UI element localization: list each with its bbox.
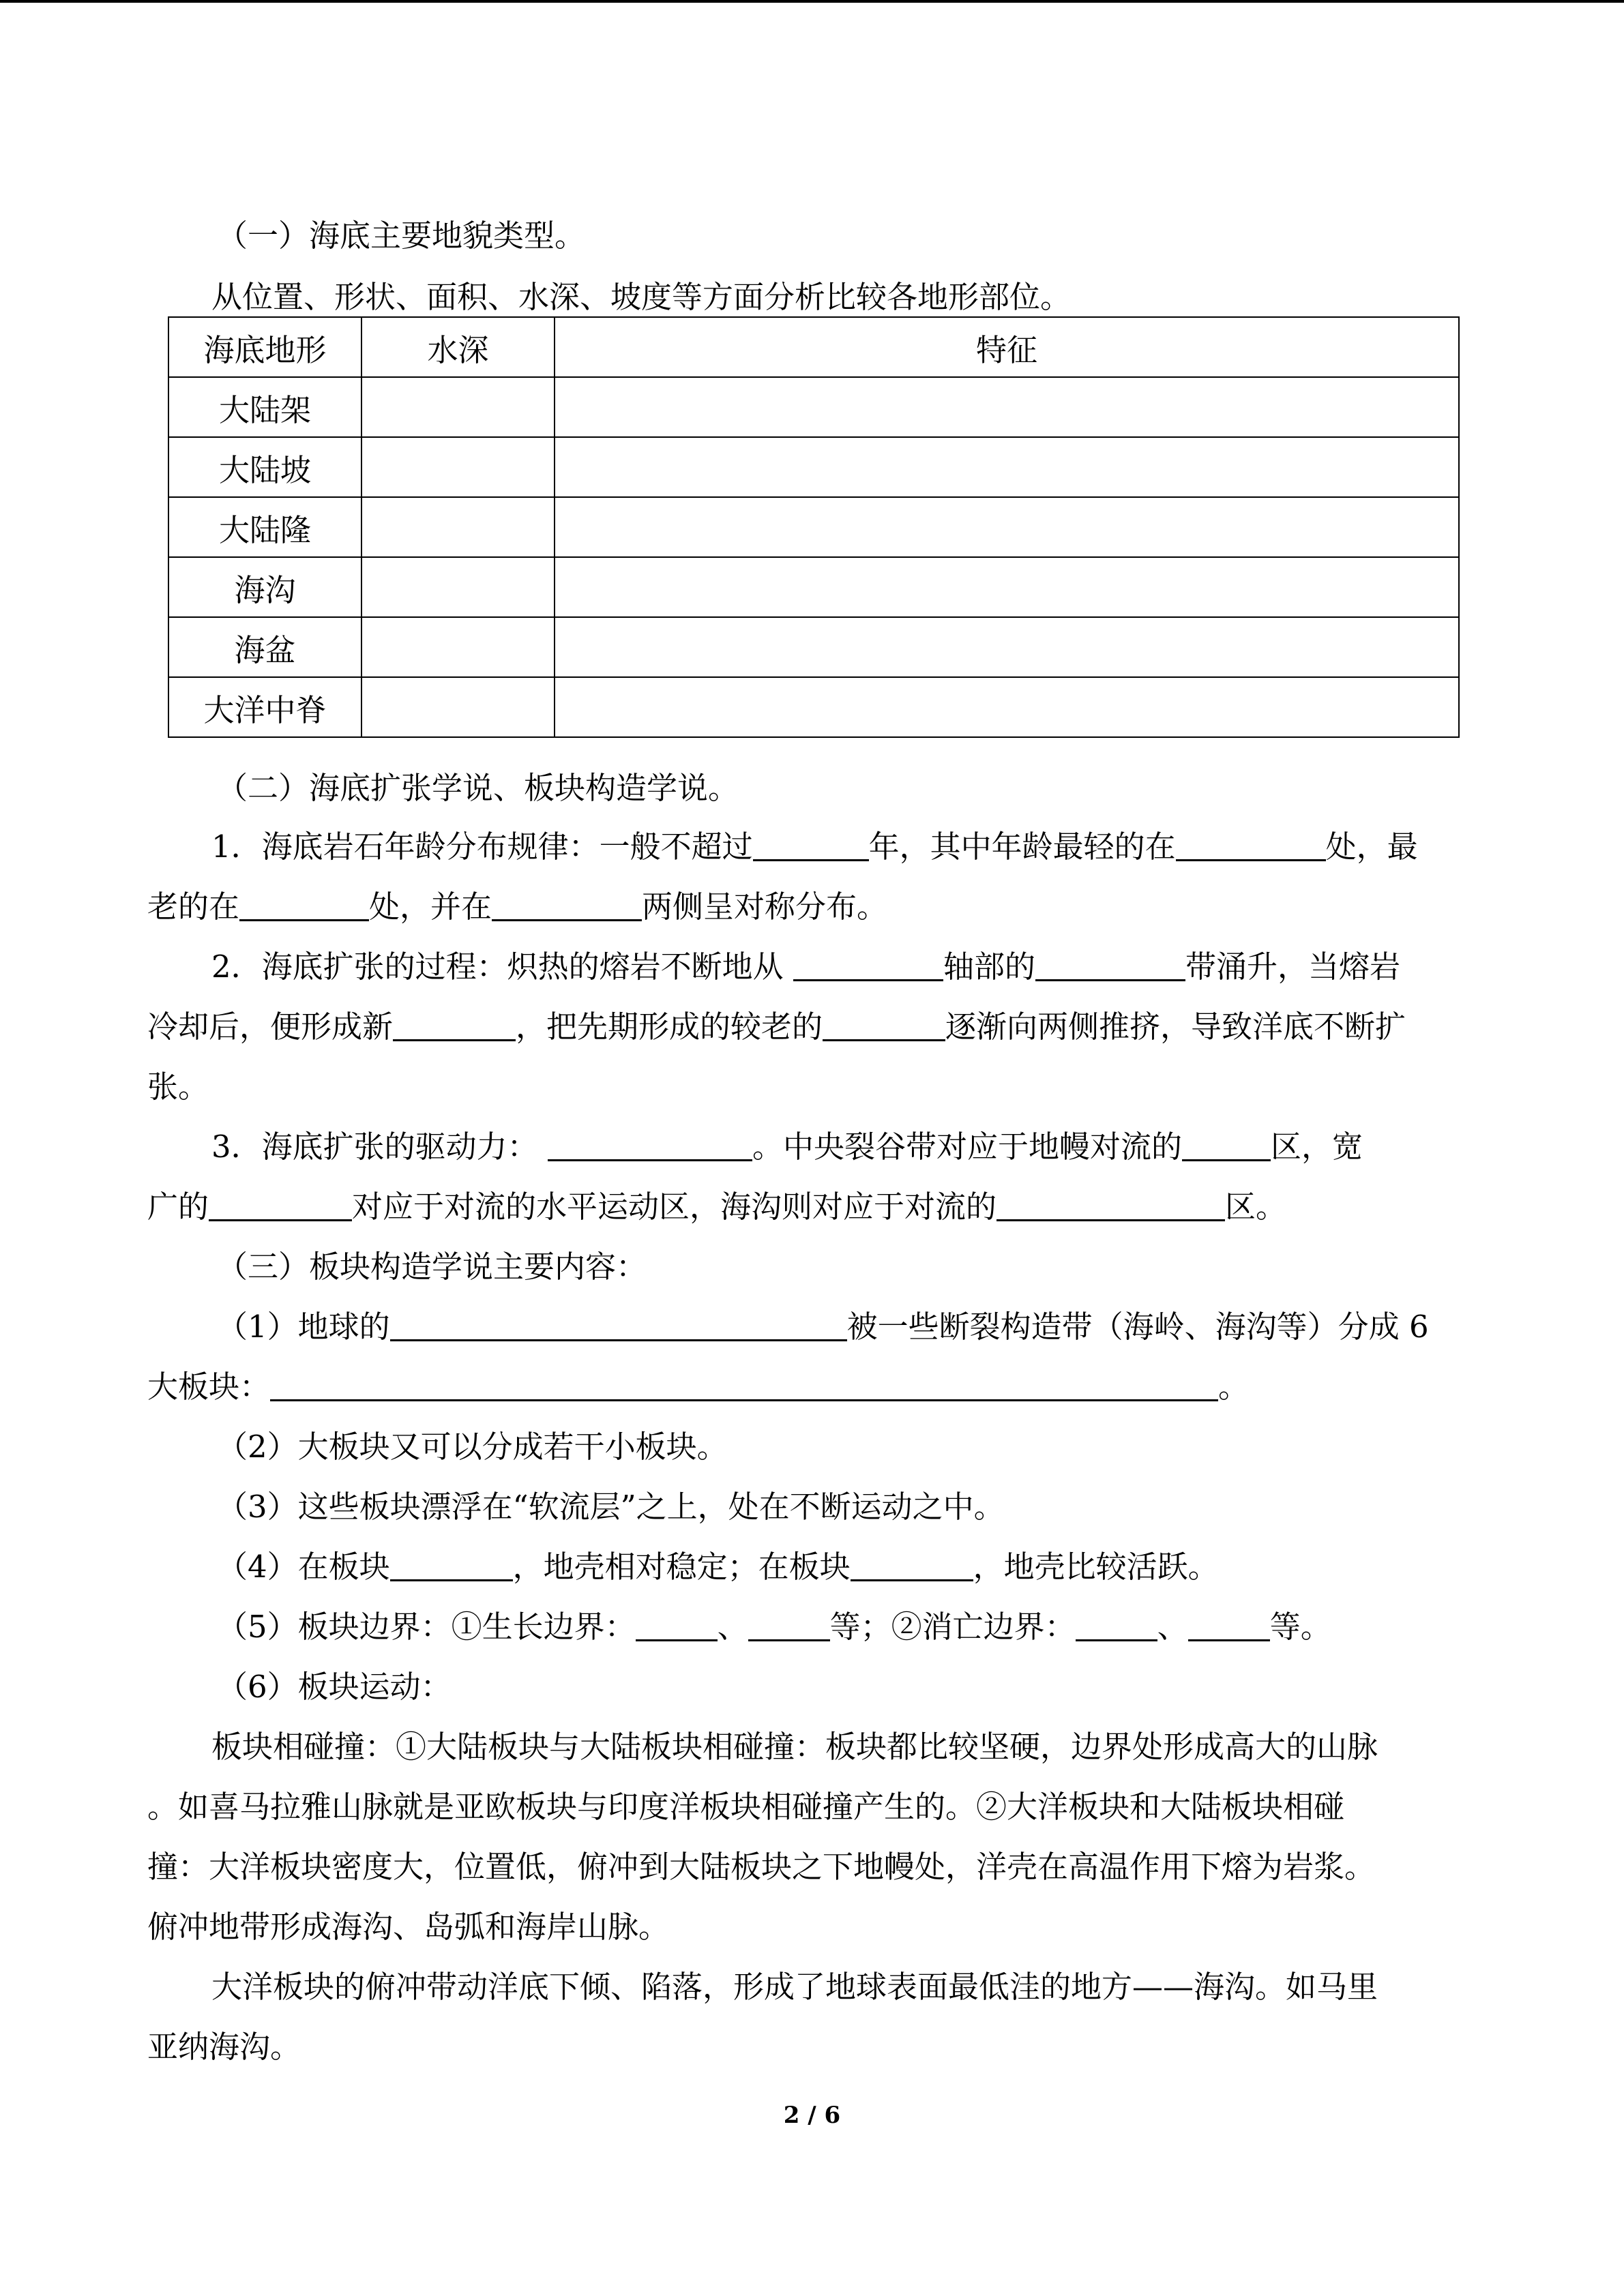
- answer-blank[interactable]: [209, 1185, 352, 1221]
- table-row: [168, 497, 1459, 557]
- header-landform: 海底地形: [168, 317, 361, 377]
- answer-blank[interactable]: [1182, 1125, 1271, 1161]
- answer-blank[interactable]: [239, 885, 369, 921]
- q1-line-2: 老的在 处，并在 两侧呈对称分布。: [147, 885, 887, 929]
- p1-line-2: 大板块： 。: [147, 1365, 1249, 1409]
- answer-blank[interactable]: [548, 1125, 752, 1161]
- answer-blank[interactable]: [748, 1605, 830, 1641]
- landform-table: [168, 316, 1460, 738]
- q3-line-2: 广的 对应于对流的水平运动区，海沟则对应于对流的 区。: [147, 1185, 1286, 1229]
- q2-line-3: 张。: [147, 1069, 209, 1105]
- collision-line-1: 板块相碰撞：①大陆板块与大陆板块相碰撞：板块都比较坚硬，边界处形成高大的山脉: [211, 1729, 1378, 1765]
- depth-cell[interactable]: [361, 677, 555, 737]
- answer-blank[interactable]: [393, 1005, 516, 1041]
- header-depth: 水深: [361, 317, 555, 377]
- row-landform: 大陆隆: [168, 497, 361, 557]
- depth-cell[interactable]: [361, 497, 555, 557]
- section-3-title: （三）板块构造学说主要内容：: [217, 1249, 647, 1285]
- feature-cell[interactable]: [555, 677, 1459, 737]
- answer-blank[interactable]: [996, 1185, 1225, 1221]
- table-row: [168, 437, 1459, 497]
- point-3: （3）这些板块漂浮在“软流层”之上，处在不断运动之中。: [217, 1489, 1005, 1525]
- answer-blank[interactable]: [793, 945, 943, 981]
- section-1-title: （一）海底主要地貌类型。: [217, 218, 586, 254]
- collision-line-3: 撞：大洋板块密度大，位置低，俯冲到大陆板块之下地幔处，洋壳在高温作用下熔为岩浆。: [147, 1849, 1376, 1885]
- top-border: [0, 0, 1624, 3]
- point-6: （6）板块运动：: [217, 1669, 452, 1705]
- answer-blank[interactable]: [270, 1365, 1218, 1401]
- row-landform: 大陆架: [168, 377, 361, 437]
- answer-blank[interactable]: [1176, 825, 1326, 861]
- feature-cell[interactable]: [555, 437, 1459, 497]
- table-row: [168, 377, 1459, 437]
- answer-blank[interactable]: [390, 1545, 513, 1581]
- q3-line-1: 3．海底扩张的驱动力： 。中央裂谷带对应于地幔对流的 区，宽: [211, 1125, 1363, 1169]
- depth-cell[interactable]: [361, 557, 555, 617]
- p1-line-1: （1）地球的 被一些断裂构造带（海岭、海沟等）分成 6: [217, 1305, 1429, 1349]
- collision-line-4: 俯冲地带形成海沟、岛弧和海岸山脉。: [147, 1909, 670, 1945]
- answer-blank[interactable]: [753, 825, 869, 861]
- feature-cell[interactable]: [555, 617, 1459, 677]
- row-landform: 海沟: [168, 557, 361, 617]
- feature-cell[interactable]: [555, 557, 1459, 617]
- depth-cell[interactable]: [361, 437, 555, 497]
- point-4: （4）在板块 ，地壳相对稳定；在板块 ，地壳比较活跃。: [217, 1545, 1219, 1589]
- page-number: 2 / 6: [783, 2102, 841, 2129]
- answer-blank[interactable]: [1076, 1605, 1157, 1641]
- header-feature: 特征: [555, 317, 1459, 377]
- depth-cell[interactable]: [361, 377, 555, 437]
- section-2-title: （二）海底扩张学说、板块构造学说。: [217, 770, 739, 806]
- trench-line-1: 大洋板块的俯冲带动洋底下倾、陷落，形成了地球表面最低洼的地方——海沟。如马里: [211, 1969, 1378, 2005]
- answer-blank[interactable]: [492, 885, 642, 921]
- row-landform: 大陆坡: [168, 437, 361, 497]
- table-header-row: [168, 317, 1459, 377]
- q2-line-1: 2．海底扩张的过程：炽热的熔岩不断地从 轴部的 带涌升，当熔岩: [211, 945, 1400, 989]
- answer-blank[interactable]: [1035, 945, 1185, 981]
- point-5: （5）板块边界：①生长边界： 、 等；②消亡边界： 、 等。: [217, 1605, 1331, 1649]
- row-landform: 大洋中脊: [168, 677, 361, 737]
- answer-blank[interactable]: [390, 1305, 847, 1341]
- point-2: （2）大板块又可以分成若干小板块。: [217, 1429, 728, 1465]
- table-row: [168, 617, 1459, 677]
- answer-blank[interactable]: [851, 1545, 973, 1581]
- section-1-intro: 从位置、形状、面积、水深、坡度等方面分析比较各地形部位。: [211, 279, 1072, 315]
- table-row: [168, 557, 1459, 617]
- answer-blank[interactable]: [1188, 1605, 1270, 1641]
- q1-line-1: 1．海底岩石年龄分布规律：一般不超过 年，其中年龄最轻的在 处，最: [211, 825, 1418, 869]
- trench-line-2: 亚纳海沟。: [147, 2029, 301, 2065]
- answer-blank[interactable]: [823, 1005, 945, 1041]
- row-landform: 海盆: [168, 617, 361, 677]
- feature-cell[interactable]: [555, 377, 1459, 437]
- collision-line-2: 。如喜马拉雅山脉就是亚欧板块与印度洋板块相碰撞产生的。②大洋板块和大陆板块相碰: [147, 1789, 1345, 1825]
- depth-cell[interactable]: [361, 617, 555, 677]
- table-row: [168, 677, 1459, 737]
- feature-cell[interactable]: [555, 497, 1459, 557]
- q2-line-2: 冷却后，便形成新 ，把先期形成的较老的 逐渐向两侧推挤，导致洋底不断扩: [147, 1005, 1406, 1049]
- answer-blank[interactable]: [636, 1605, 718, 1641]
